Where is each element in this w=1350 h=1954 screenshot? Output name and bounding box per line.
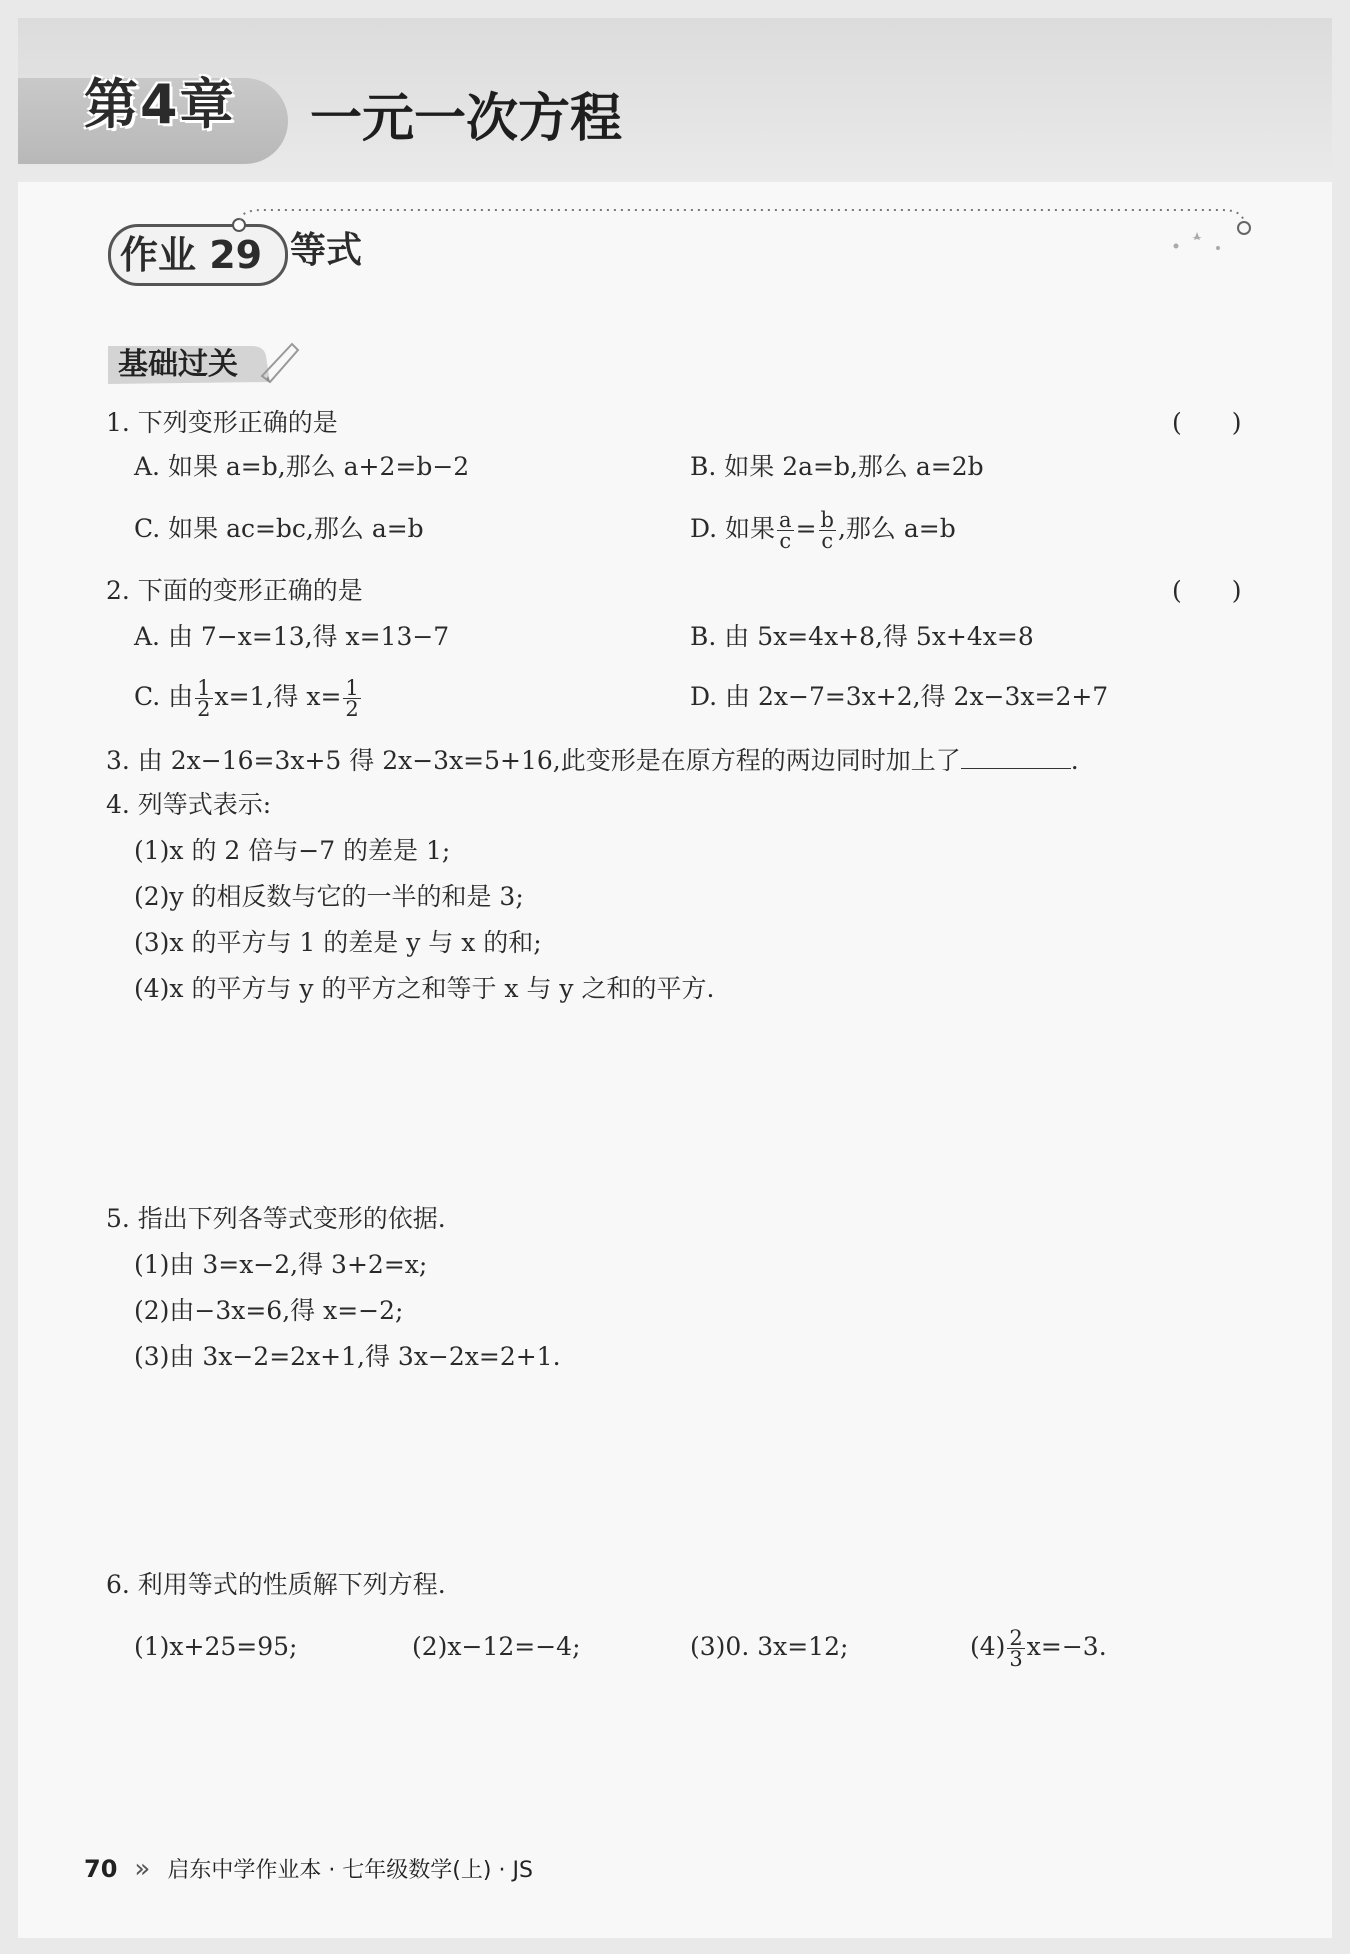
q2-stem: 2. 下面的变形正确的是	[106, 576, 363, 605]
q4-stem: 4. 列等式表示:	[106, 790, 272, 819]
q2-option-c: C. 由 $\frac{1}{2}$ x=1,得 x= $\frac{1}{2}$	[134, 676, 359, 721]
q1-option-a: A. 如果 a=b,那么 a+2=b−2	[134, 452, 470, 481]
page-footer	[84, 1852, 533, 1886]
q2-answer-paren[interactable]: ( )	[1172, 576, 1242, 605]
q1-option-c: C. 如果 ac=bc,那么 a=b	[134, 514, 424, 543]
q5-item: (1)由 3=x−2,得 3+2=x;	[134, 1250, 428, 1279]
q2-option-a: A. 由 7−x=13,得 x=13−7	[134, 622, 450, 651]
chapter-label: 第4章	[84, 73, 236, 136]
q6-stem: 6. 利用等式的性质解下列方程.	[106, 1570, 446, 1599]
homework-title: 等式	[290, 230, 363, 271]
q5-stem: 5. 指出下列各等式变形的依据.	[106, 1204, 446, 1233]
q4-item: (2)y 的相反数与它的一半的和是 3;	[134, 882, 524, 911]
chevron-right-icon: »	[134, 1854, 151, 1884]
q5-item: (3)由 3x−2=2x+1,得 3x−2x=2+1.	[134, 1342, 561, 1371]
q2-option-d: D. 由 2x−7=3x+2,得 2x−3x=2+7	[690, 682, 1109, 711]
q6-item: (4) $\frac{2}{3}$ x=−3.	[970, 1626, 1107, 1671]
book-title: 启东中学作业本 · 七年级数学(上) · JS	[167, 1858, 533, 1883]
fraction: $\frac{2}{3}$	[1009, 1626, 1023, 1671]
fraction: $\frac{1}{2}$	[197, 676, 211, 721]
fraction: $\frac{b}{c}$	[820, 508, 834, 553]
q2-option-b: B. 由 5x=4x+8,得 5x+4x=8	[690, 622, 1034, 651]
q5-item: (2)由−3x=6,得 x=−2;	[134, 1296, 404, 1325]
page-number: 70	[84, 1855, 118, 1883]
chapter-title: 一元一次方程	[310, 89, 623, 149]
dotted-divider	[232, 206, 1257, 254]
homework-label: 作业 29	[120, 233, 263, 277]
q3-text: 3. 由 2x−16=3x+5 得 2x−3x=5+16,此变形是在原方程的两边同时加上了 .	[106, 742, 1079, 778]
q4-item: (4)x 的平方与 y 的平方之和等于 x 与 y 之和的平方.	[134, 974, 715, 1003]
q4-item: (3)x 的平方与 1 的差是 y 与 x 的和;	[134, 928, 542, 957]
fraction: $\frac{a}{c}$	[779, 508, 792, 553]
q6-item: (1)x+25=95;	[134, 1632, 298, 1661]
q6-item: (2)x−12=−4;	[412, 1632, 581, 1661]
q6-item: (3)0. 3x=12;	[690, 1632, 849, 1661]
q3-answer-blank[interactable]	[961, 742, 1071, 769]
fraction: $\frac{1}{2}$	[345, 676, 359, 721]
q1-stem: 1. 下列变形正确的是	[106, 408, 338, 437]
q4-item: (1)x 的 2 倍与−7 的差是 1;	[134, 836, 451, 865]
q1-d-prefix: D. 如果	[690, 514, 776, 543]
section-label: 基础过关	[118, 347, 238, 382]
q1-option-d: D. 如果 $\frac{a}{c}$ = $\frac{b}{c}$ ,那么 a=b	[690, 508, 956, 553]
q1-answer-paren[interactable]: ( )	[1172, 408, 1242, 437]
q1-option-b: B. 如果 2a=b,那么 a=2b	[690, 452, 984, 481]
